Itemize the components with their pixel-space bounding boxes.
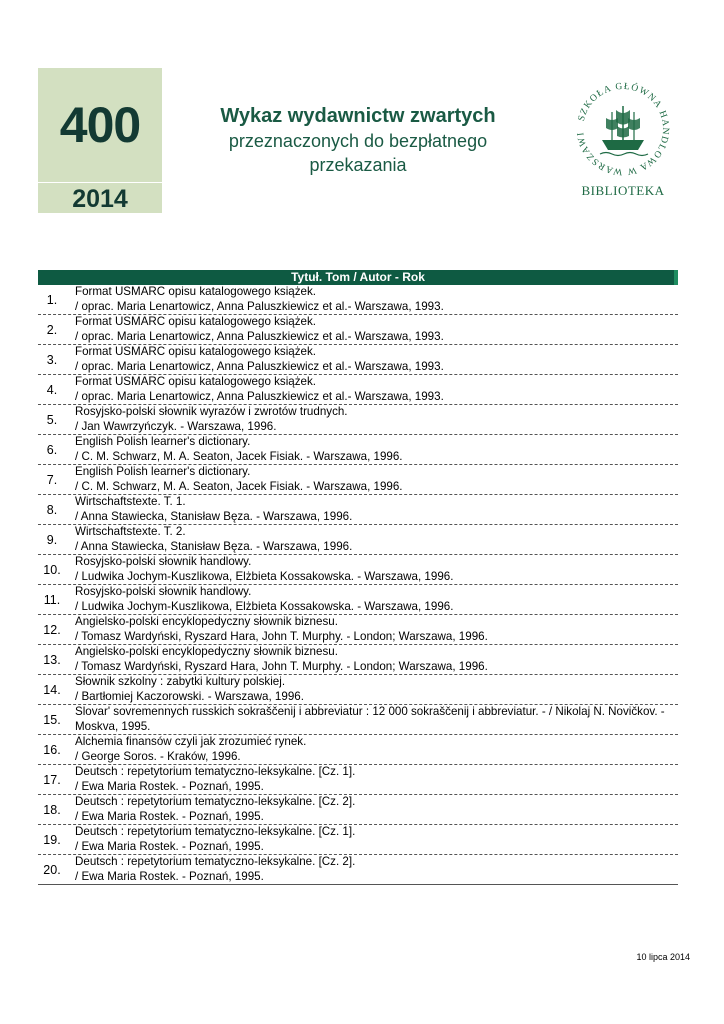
table-row [38, 315, 678, 345]
list-year: 2014 [72, 185, 128, 213]
row-title: Slovar' sovremennych russkich sokraščenij i abbreviatur : 12 000 sokraščenij i abbreviatur. - / Nikolaj N. Novičkov. - [75, 705, 665, 718]
row-number: 1. [46, 293, 58, 307]
table-row [38, 855, 678, 885]
row-title: Wirtschaftstexte. T. 2. [75, 525, 186, 538]
row-number: 6. [46, 443, 58, 457]
row-number: 17. [43, 773, 61, 787]
row-number: 14. [43, 683, 61, 697]
row-entry [75, 555, 675, 584]
table-row [38, 555, 678, 585]
row-number: 9. [46, 533, 58, 547]
row-title: Deutsch : repetytorium tematyczno-leksykalne. [Cz. 2]. [75, 855, 356, 868]
row-entry [75, 435, 675, 464]
row-number: 4. [46, 383, 58, 397]
row-entry [75, 285, 675, 314]
row-author: / Ewa Maria Rostek. - Poznań, 1995. [75, 809, 264, 823]
badge-divider [38, 182, 162, 183]
row-entry [75, 405, 675, 434]
row-entry [75, 375, 675, 404]
table-row [38, 435, 678, 465]
list-number: 400 [59, 97, 141, 153]
row-entry [75, 825, 675, 854]
table-row [38, 285, 678, 315]
row-title: Deutsch : repetytorium tematyczno-leksykalne. [Cz. 2]. [75, 795, 356, 808]
footer-date: 10 lipca 2014 [636, 952, 690, 962]
row-author: / C. M. Schwarz, M. A. Seaton, Jacek Fisiak. - Warszawa, 1996. [75, 449, 403, 463]
row-entry [75, 795, 675, 824]
row-number: 7. [46, 473, 58, 487]
table-header-accent [674, 270, 678, 285]
table-row [38, 705, 678, 735]
ship-drawing [600, 106, 648, 156]
row-entry [75, 705, 675, 734]
table-row [38, 525, 678, 555]
row-title: Angielsko-polski encyklopedyczny słownik biznesu. [75, 645, 338, 658]
row-entry [75, 345, 675, 374]
publications-table [38, 285, 678, 885]
row-title: Deutsch : repetytorium tematyczno-leksykalne. [Cz. 1]. [75, 825, 356, 838]
logo-caption: BIBLIOTEKA [581, 183, 665, 198]
row-number: 11. [43, 593, 61, 607]
row-author: / Tomasz Wardyński, Ryszard Hara, John T. Murphy. - London; Warszawa, 1996. [75, 629, 488, 643]
row-author: / Anna Stawiecka, Stanisław Bęza. - Warszawa, 1996. [75, 509, 353, 523]
table-row [38, 645, 678, 675]
row-number: 12. [43, 623, 61, 637]
row-author: / Ewa Maria Rostek. - Poznań, 1995. [75, 779, 264, 793]
row-author: / Tomasz Wardyński, Ryszard Hara, John T. Murphy. - London; Warszawa, 1996. [75, 659, 488, 673]
row-author: / oprac. Maria Lenartowicz, Anna Paluszkiewicz et al.- Warszawa, 1993. [75, 299, 444, 313]
row-number: 18. [43, 803, 61, 817]
row-author: / Ludwika Jochym-Kuszlikowa, Elżbieta Kossakowska. - Warszawa, 1996. [75, 599, 454, 613]
row-entry [75, 585, 675, 614]
row-author: / Anna Stawiecka, Stanisław Bęza. - Warszawa, 1996. [75, 539, 353, 553]
table-row [38, 405, 678, 435]
row-entry [75, 855, 675, 884]
row-author: / oprac. Maria Lenartowicz, Anna Paluszkiewicz et al.- Warszawa, 1993. [75, 329, 444, 343]
row-author: / Ewa Maria Rostek. - Poznań, 1995. [75, 869, 264, 883]
row-number: 5. [46, 413, 58, 427]
row-title: English Polish learner's dictionary. [75, 465, 251, 478]
row-title: Format USMARC opisu katalogowego książek. [75, 285, 316, 298]
row-title: English Polish learner's dictionary. [75, 435, 251, 448]
list-number-badge [38, 68, 162, 213]
row-entry [75, 645, 675, 674]
row-entry [75, 765, 675, 794]
row-author: / oprac. Maria Lenartowicz, Anna Paluszkiewicz et al.- Warszawa, 1993. [75, 359, 444, 373]
row-author: / Ewa Maria Rostek. - Poznań, 1995. [75, 839, 264, 853]
row-author: / Ludwika Jochym-Kuszlikowa, Elżbieta Kossakowska. - Warszawa, 1996. [75, 569, 454, 583]
row-number: 20. [43, 863, 61, 877]
row-entry [75, 675, 675, 704]
row-title: Rosyjsko-polski słownik handlowy. [75, 585, 252, 598]
ship-emblem-icon [572, 78, 674, 180]
table-row [38, 465, 678, 495]
table-row [38, 585, 678, 615]
row-title: Wirtschaftstexte. T. 1. [75, 495, 186, 508]
row-number: 10. [43, 563, 61, 577]
table-row [38, 735, 678, 765]
row-author: / C. M. Schwarz, M. A. Seaton, Jacek Fisiak. - Warszawa, 1996. [75, 479, 403, 493]
row-entry [75, 315, 675, 344]
row-entry [75, 615, 675, 644]
row-title: Angielsko-polski encyklopedyczny słownik biznesu. [75, 615, 338, 628]
row-number: 2. [46, 323, 58, 337]
row-entry [75, 735, 675, 764]
title-subtitle-line2: przekazania [309, 155, 407, 175]
row-title: Rosyjsko-polski słownik handlowy. [75, 555, 252, 568]
table-row [38, 375, 678, 405]
logo-ring-text: SZKOŁA GŁÓWNA HANDLOWA W WARSZAWI [576, 81, 671, 177]
row-title: Format USMARC opisu katalogowego książek. [75, 375, 316, 388]
row-author: / George Soros. - Kraków, 1996. [75, 749, 241, 763]
row-number: 15. [43, 713, 61, 727]
table-row [38, 495, 678, 525]
row-author: / Bartłomiej Kaczorowski. - Warszawa, 1996. [75, 689, 304, 703]
row-number: 19. [43, 833, 61, 847]
row-title: Rosyjsko-polski słownik wyrazów i zwrotów trudnych. [75, 405, 348, 418]
row-title: Alchemia finansów czyli jak zrozumieć rynek. [75, 735, 307, 748]
page-title [198, 103, 518, 177]
title-subtitle-line1: przeznaczonych do bezpłatnego [228, 131, 488, 151]
table-row [38, 765, 678, 795]
row-title: Deutsch : repetytorium tematyczno-leksykalne. [Cz. 1]. [75, 765, 356, 778]
row-author: / oprac. Maria Lenartowicz, Anna Paluszkiewicz et al.- Warszawa, 1993. [75, 389, 444, 403]
table-header-label: Tytuł. Tom / Autor - Rok [291, 270, 425, 284]
table-row [38, 825, 678, 855]
row-entry [75, 465, 675, 494]
title-main: Wykaz wydawnictw zwartych [220, 105, 496, 127]
table-header [38, 270, 678, 285]
table-row [38, 795, 678, 825]
table-row [38, 675, 678, 705]
row-title: Format USMARC opisu katalogowego książek. [75, 345, 316, 358]
row-author: / Jan Wawrzyńczyk. - Warszawa, 1996. [75, 419, 277, 433]
row-entry [75, 495, 675, 524]
row-number: 8. [46, 503, 58, 517]
table-row [38, 345, 678, 375]
row-number: 16. [43, 743, 61, 757]
row-number: 13. [43, 653, 61, 667]
library-logo [572, 78, 674, 206]
table-row [38, 615, 678, 645]
row-author: Moskva, 1995. [75, 719, 151, 733]
row-number: 3. [46, 353, 58, 367]
row-title: Format USMARC opisu katalogowego książek. [75, 315, 316, 328]
row-title: Słownik szkolny : zabytki kultury polskiej. [75, 675, 286, 688]
row-entry [75, 525, 675, 554]
